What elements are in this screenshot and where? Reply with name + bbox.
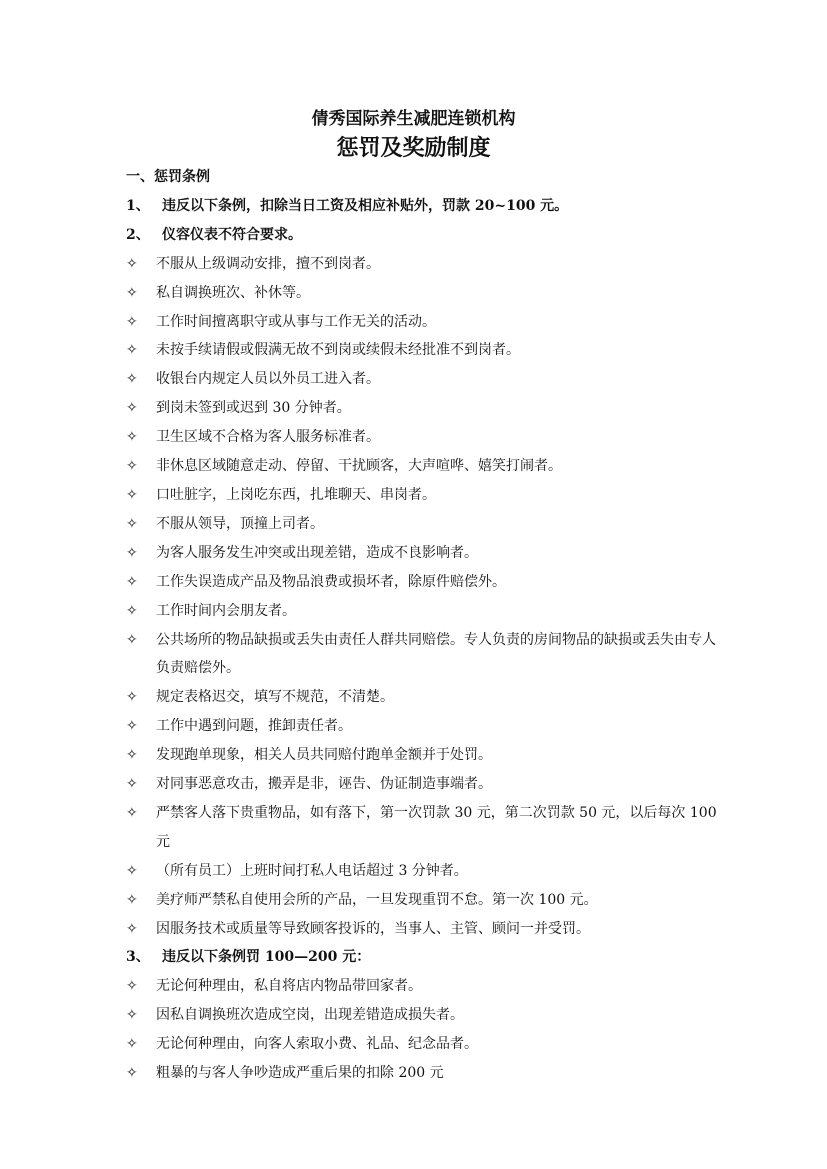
- organization-title: 倩秀国际养生减肥连锁机构: [311, 109, 516, 129]
- list-item: [126, 972, 726, 1001]
- diamond-bullet-icon: ✧: [126, 1036, 138, 1053]
- list-item-text: 严禁客人落下贵重物品，如有落下，第一次罚款 30 元，第二次罚款 50 元，以后每次 100 元: [156, 804, 717, 850]
- list-item: [126, 539, 726, 568]
- rule-number: 1、: [126, 197, 150, 214]
- list-item: [126, 279, 726, 308]
- document-body: [126, 163, 726, 1088]
- rule-2: [126, 221, 726, 250]
- diamond-bullet-icon: ✧: [126, 486, 138, 503]
- list-item: [126, 394, 726, 423]
- diamond-bullet-icon: ✧: [126, 602, 138, 619]
- list-item-text: 工作时间内会朋友者。: [156, 602, 296, 619]
- diamond-bullet-icon: ✧: [126, 1065, 138, 1082]
- list-item: [126, 770, 726, 799]
- list-item-text: 口吐脏字，上岗吃东西，扎堆聊天、串岗者。: [156, 486, 436, 503]
- diamond-bullet-icon: ✧: [126, 689, 138, 706]
- list-item-text: 不服从上级调动安排，擅不到岗者。: [156, 255, 380, 272]
- list-item-text: 不服从领导，顶撞上司者。: [156, 515, 324, 532]
- list-item-text: 非休息区域随意走动、停留、干扰顾客，大声喧哗、嬉笑打闹者。: [156, 458, 562, 475]
- list-item-text: 无论何种理由，向客人索取小费、礼品、纪念品者。: [156, 1036, 478, 1053]
- list-item: [126, 1030, 726, 1059]
- list-item-text: 粗暴的与客人争吵造成严重后果的扣除 200 元: [156, 1065, 444, 1082]
- rule-text: 违反以下条例，扣除当日工资及相应补贴外，罚款 20~100 元。: [162, 197, 569, 214]
- diamond-bullet-icon: ✧: [126, 631, 138, 648]
- list-item: [126, 336, 726, 365]
- list-item-text: 卫生区域不合格为客人服务标准者。: [156, 429, 380, 446]
- list-item: [126, 712, 726, 741]
- list-item: [126, 365, 726, 394]
- rule-text: 违反以下条例罚 100—200 元：: [162, 949, 371, 966]
- diamond-bullet-icon: ✧: [126, 776, 138, 793]
- diamond-bullet-icon: ✧: [126, 862, 138, 879]
- list-item: [126, 741, 726, 770]
- list-item: [126, 568, 726, 597]
- list-item: [126, 510, 726, 539]
- diamond-bullet-icon: ✧: [126, 429, 138, 446]
- list-item-text: （所有员工）上班时间打私人电话超过 3 分钟者。: [156, 862, 468, 879]
- diamond-bullet-icon: ✧: [126, 515, 138, 532]
- rule-number: 2、: [126, 226, 150, 243]
- list-item-text: 为客人服务发生冲突或出现差错，造成不良影响者。: [156, 544, 478, 561]
- list-item-text: 对同事恶意攻击，搬弄是非，诬告、伪证制造事端者。: [156, 776, 492, 793]
- list-item-text: 工作时间擅离职守或从事与工作无关的活动。: [156, 313, 436, 330]
- list-item-text: 无论何种理由，私自将店内物品带回家者。: [156, 978, 422, 995]
- list-item: [126, 452, 726, 481]
- diamond-bullet-icon: ✧: [126, 978, 138, 995]
- list-item-text: 私自调换班次、补休等。: [156, 284, 310, 301]
- rule-text: 仪容仪表不符合要求。: [162, 226, 302, 243]
- penalty-list-b: [126, 972, 726, 1088]
- list-item-text: 到岗未签到或迟到 30 分钟者。: [156, 400, 351, 417]
- list-item: [126, 915, 726, 944]
- rule-1: [126, 192, 726, 221]
- diamond-bullet-icon: ✧: [126, 891, 138, 908]
- list-item-text: 因私自调换班次造成空岗，出现差错造成损失者。: [156, 1007, 464, 1024]
- diamond-bullet-icon: ✧: [126, 920, 138, 937]
- diamond-bullet-icon: ✧: [126, 313, 138, 330]
- list-item: [126, 597, 726, 626]
- diamond-bullet-icon: ✧: [126, 400, 138, 417]
- diamond-bullet-icon: ✧: [126, 1007, 138, 1024]
- list-item-text: 美疗师严禁私自使用会所的产品，一旦发现重罚不怠。第一次 100 元。: [156, 891, 598, 908]
- document-title: 惩罚及奖励制度: [336, 135, 491, 161]
- list-item-text: 因服务技术或质量等导致顾客投诉的，当事人、主管、顾问一并受罚。: [156, 920, 590, 937]
- list-item: [126, 857, 726, 886]
- list-item-text: 工作失误造成产品及物品浪费或损坏者，除原件赔偿外。: [156, 573, 506, 590]
- list-item-text: 收银台内规定人员以外员工进入者。: [156, 371, 380, 388]
- rule-3: [126, 943, 726, 972]
- list-item-text: 规定表格迟交，填写不规范，不清楚。: [156, 689, 394, 706]
- list-item: [126, 886, 726, 915]
- diamond-bullet-icon: ✧: [126, 804, 138, 821]
- list-item: [126, 1001, 726, 1030]
- list-item: [126, 308, 726, 337]
- list-item-text: 工作中遇到问题，推卸责任者。: [156, 718, 352, 735]
- diamond-bullet-icon: ✧: [126, 342, 138, 359]
- rule-number: 3、: [126, 949, 150, 966]
- diamond-bullet-icon: ✧: [126, 255, 138, 272]
- penalty-list-a: [126, 250, 726, 944]
- diamond-bullet-icon: ✧: [126, 284, 138, 301]
- list-item: [126, 626, 726, 684]
- list-item: [126, 423, 726, 452]
- list-item: [126, 683, 726, 712]
- section-heading: [126, 163, 726, 192]
- diamond-bullet-icon: ✧: [126, 573, 138, 590]
- list-item-text: 公共场所的物品缺损或丢失由责任人群共同赔偿。专人负责的房间物品的缺损或丢失由专人负责赔偿外。: [156, 631, 716, 677]
- list-item: [126, 250, 726, 279]
- diamond-bullet-icon: ✧: [126, 544, 138, 561]
- diamond-bullet-icon: ✧: [126, 747, 138, 764]
- diamond-bullet-icon: ✧: [126, 371, 138, 388]
- list-item-text: 未按手续请假或假满无故不到岗或续假未经批准不到岗者。: [156, 342, 520, 359]
- list-item-text: 发现跑单现象，相关人员共同赔付跑单金额并于处罚。: [156, 747, 492, 764]
- list-item: [126, 799, 726, 857]
- diamond-bullet-icon: ✧: [126, 458, 138, 475]
- section-heading-text: 一、惩罚条例: [126, 169, 210, 185]
- list-item: [126, 1059, 726, 1088]
- list-item: [126, 481, 726, 510]
- diamond-bullet-icon: ✧: [126, 718, 138, 735]
